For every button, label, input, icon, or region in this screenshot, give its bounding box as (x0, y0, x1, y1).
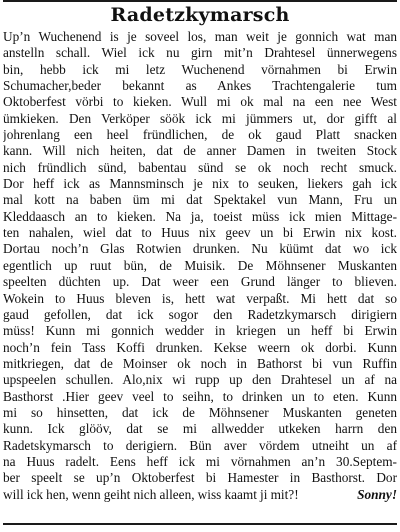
body-line: Basthorst .Hier geev veel to seihn, to drinken un to eten. Kunn (3, 388, 397, 404)
body-line: kunn. Ick glööv, dat se mi allwedder utkeken harrn den (3, 421, 397, 437)
body-line: Dortau noch’n Glas Rotwien drunken. Nu küümt dat wo ick (3, 241, 397, 257)
body-line: Up’n Wuchenend is je soveel los, man weit je gonnich wat man (3, 29, 397, 44)
article-title: Radetzkymarsch (110, 4, 290, 26)
body-line: bin, hebb ick mi letz Wuchenend vörnahmen bi Erwin (3, 61, 397, 77)
body-line: ten nahalen, wiel dat to Huus nix geev un bi Erwin nix kost. (3, 225, 397, 241)
body-line: Dor heff ick as Mannsminsch je nix to seuken, liekers gah ick (3, 176, 397, 192)
body-line: Kleddaasch an to kieken. Na ja, toeist müss ick mien Mittage- (3, 208, 397, 224)
body-line: Oktoberfest vörbi to kieken. Wull mi ok mal na een nee West (3, 94, 397, 110)
body-line: noch’n fein Tass Koffi drunken. Kekse weern ok dorbi. Kunn (3, 339, 397, 355)
body-line: mi so hinsetten, dat ick de Möhnsener Muskanten geneten (3, 404, 397, 420)
body-line: nich fründlich sünd, babentau sünd se ok noch recht smuck. (3, 159, 397, 175)
body-line: upspeelen schullen. Alo,nix wi rupp up den Drahtesel un af na (3, 372, 397, 388)
body-line: kann. Will nich heiten, dat de anner Damen in tweiten Stock (3, 143, 397, 159)
body-line: Schumacher,beder bekannt as Ankes Trachtengalerie tum (3, 78, 397, 94)
body-line: mitkriegen, dat de Moinser ok noch in Bathorst bi vun Ruffin (3, 355, 397, 371)
body-line: Wokein to Huus bleven is, hett wat verpaßt. Mi hett dat so (3, 290, 397, 306)
body-line: speelten düchten up. Dat weer een Grund länger to blieven. (3, 274, 397, 290)
body-line: na Huus radelt. Eens heff ick mi vörnahmen an’n 30.Septem- (3, 453, 397, 469)
body-line: egentlich up ruut bün, de Muisik. De Möhnsener Muskanten (3, 257, 397, 273)
body-line: ber speelt se up’n Oktoberfest bi Hamester in Basthorst. Dor (3, 470, 397, 486)
body-line: müss! Kunn mi gonnich wedder in kriegen un heff bi Erwin (3, 323, 397, 339)
body-line: Radetskymarsch to derigiern. Bün aver vördem utneiht un af (3, 437, 397, 453)
author-signature: Sonny! (357, 486, 397, 502)
body-line: gaud gefollen, dat ick sogor den Radetzkymarsch dirigiern (3, 306, 397, 322)
body-line: johrenlang een heel fründlichen, de ok gaud Platt snacken (3, 127, 397, 143)
body-line: mal kott na baben üm mi dat Spektakel vun Mann, Fru un (3, 192, 397, 208)
body-line-last (3, 487, 397, 503)
top-rule (3, 0, 397, 2)
body-line: ümkieken. Den Verköper söök ick mi jümmers ut, dor gifft al (3, 110, 397, 126)
bottom-rule (3, 523, 397, 525)
article-body (3, 29, 397, 503)
body-line-text: will ick hen, wenn geiht nich alleen, wiss kaamt ji mit?! (3, 486, 299, 502)
body-line: anstelln schall. Wiel ick nu girn mit’n Drahtesel ünnerwegens (3, 45, 397, 61)
